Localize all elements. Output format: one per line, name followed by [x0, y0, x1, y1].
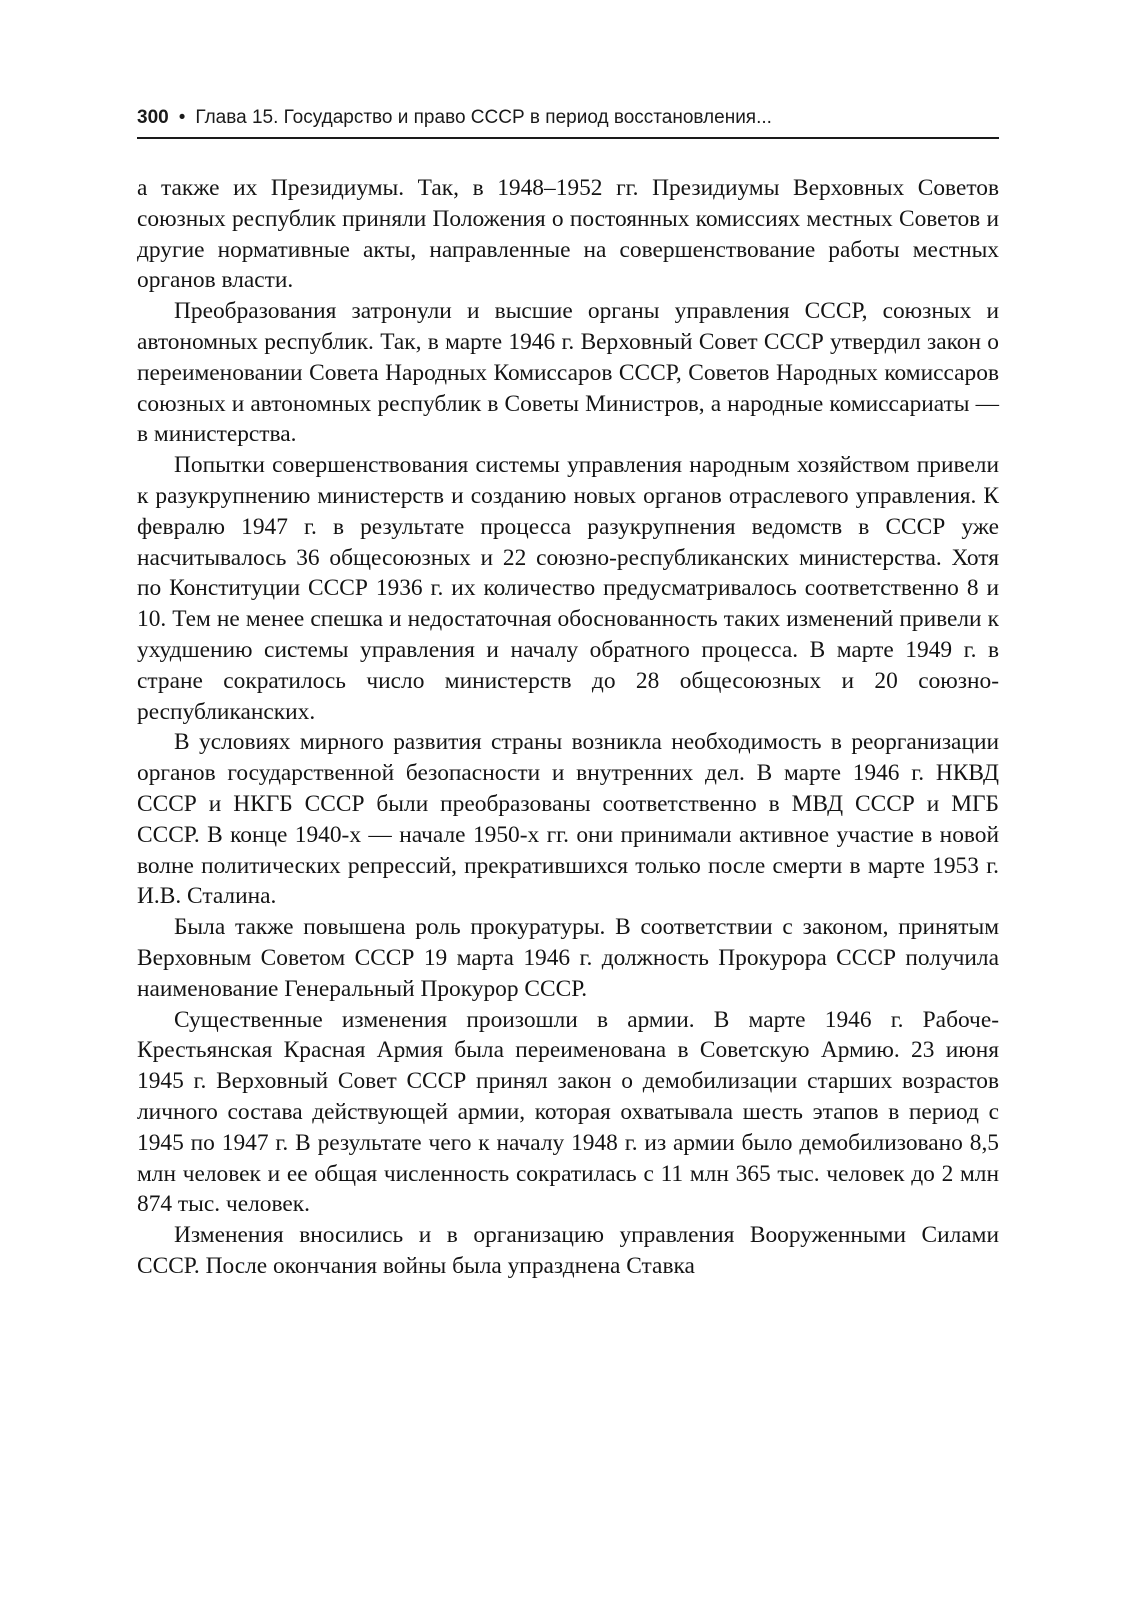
paragraph: В условиях мирного развития страны возникла необходимость в реорганизации органов государственной безопасности и внутренних дел. В марте 1946 г. НКВД СССР и НКГБ СССР были преобразованы соответственно в МВД СССР и МГБ СССР. В конце 1940-х — начале 1950-х гг. они принимали активное участие в новой волне политических репрессий, прекратившихся только после смерти в марте 1953 г. И.В. Сталина. [137, 729, 999, 910]
paragraph-continued: а также их Президиумы. Так, в 1948–1952 гг. Президиумы Верховных Советов союзных республик приняли Положения о постоянных комиссиях местных Советов и другие нормативные акты, направленные на совершенствование работы местных органов власти. [137, 175, 999, 294]
main-text [137, 173, 999, 1282]
running-header [137, 103, 999, 139]
page-number: 300 [137, 107, 169, 128]
paragraph: Попытки совершенствования системы управления народным хозяйством привели к разукрупнению министерств и созданию новых органов отраслевого управления. К февралю 1947 г. в результате процесса разукрупнения ведомств в СССР уже насчитывалось 36 общесоюзных и 22 союзно-республиканских министерства. Хотя по Конституции СССР 1936 г. их количество предусматривалось соответственно 8 и 10. Тем не менее спешка и недостаточная обоснованность таких изменений привели к ухудшению системы управления и началу обратного процесса. В марте 1949 г. в стране сократилось число министерств до 28 общесоюзных и 20 союзно-республиканских. [137, 452, 999, 725]
running-title: Глава 15. Государство и право СССР в период восстановления... [195, 107, 772, 128]
paragraph: Существенные изменения произошли в армии. В марте 1946 г. Рабоче-Крестьянская Красная Армия была переименована в Советскую Армию. 23 июня 1945 г. Верховный Совет СССР принял закон о демобилизации старших возрастов личного состава действующей армии, которая охватывала шесть этапов в период с 1945 по 1947 г. В результате чего к началу 1948 г. из армии было демобилизовано 8,5 млн человек и ее общая численность сократилась с 11 млн 365 тыс. человек до 2 млн 874 тыс. человек. [137, 1006, 999, 1218]
paragraph: Изменения вносились и в организацию управления Вооруженными Силами СССР. После окончания войны была упразднена Ставка [137, 1222, 999, 1279]
paragraph: Была также повышена роль прокуратуры. В соответствии с законом, принятым Верховным Советом СССР 19 марта 1946 г. должность Прокурора СССР получила наименование Генеральный Прокурор СССР. [137, 914, 999, 1002]
header-bullet: • [178, 107, 186, 128]
paragraph: Преобразования затронули и высшие органы управления СССР, союзных и автономных республик. Так, в марте 1946 г. Верховный Совет СССР утвердил закон о переименовании Совета Народных Комиссаров СССР, Советов Народных комиссаров союзных и автономных республик в Советы Министров, а народные комиссариаты — в министерства. [137, 298, 999, 448]
